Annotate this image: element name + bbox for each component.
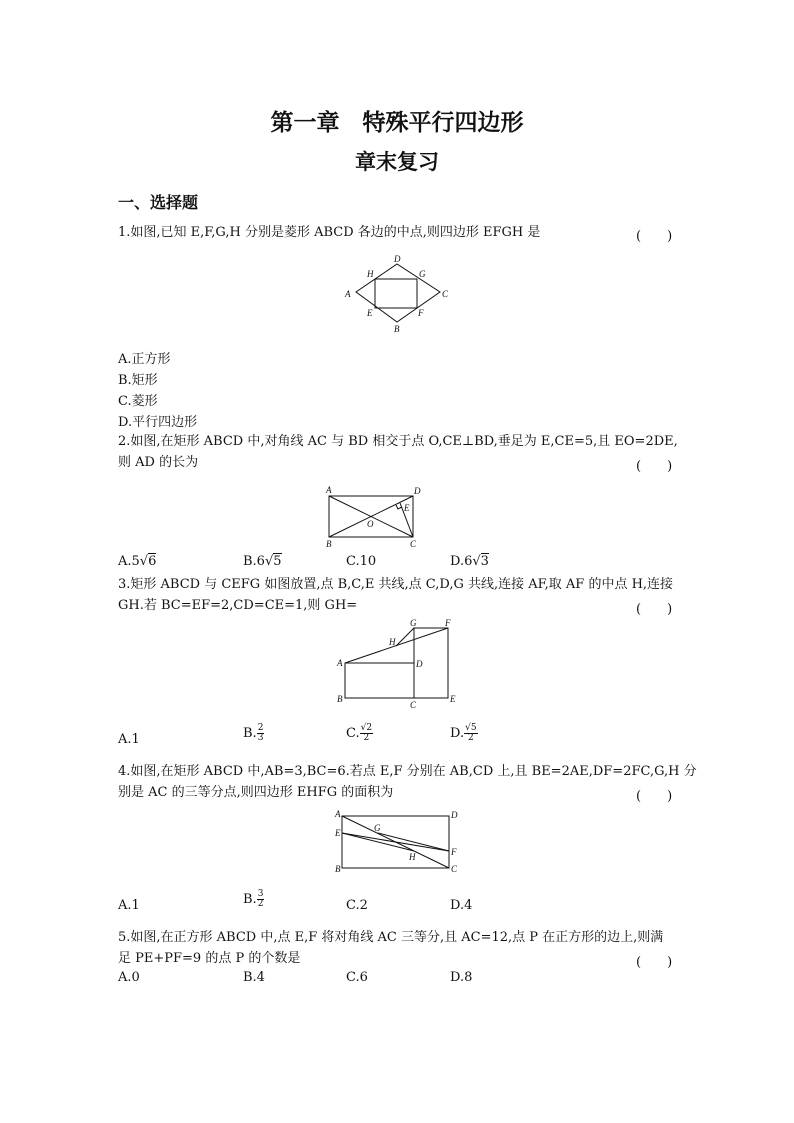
label-e: E	[450, 694, 456, 704]
question-5-option-d[interactable]: D.8	[450, 970, 473, 985]
question-3-text-line1: 3.矩形 ABCD 与 CEFG 如图放置,点 B,C,E 共线,点 C,D,G 共线,连接 AF,取 AF 的中点 H,连接	[118, 577, 674, 592]
label-h: H	[367, 269, 374, 279]
label-d: D	[414, 486, 421, 496]
question-1-option-a[interactable]: A.正方形	[118, 352, 171, 367]
question-3-option-d[interactable]: D. $\frac{√5}{2}$	[450, 723, 477, 743]
question-3-option-a[interactable]: A.1	[118, 732, 140, 747]
question-5-answer-blank[interactable]: ( )	[636, 955, 673, 970]
label-d: D	[451, 810, 458, 820]
question-5-option-a[interactable]: A.0	[118, 970, 140, 985]
segment-gh	[396, 628, 414, 646]
label-a: A	[326, 485, 332, 495]
question-5-text-line1: 5.如图,在正方形 ABCD 中,点 E,F 将对角线 AC 三等分,且 AC=12,点 P 在正方形的边上,则满	[118, 930, 664, 945]
question-3-text-line2: GH.若 BC=EF=2,CD=CE=1,则 GH=	[118, 598, 358, 613]
question-4-option-b[interactable]: B. $\frac{3}{2}$	[243, 889, 264, 909]
question-4-option-c[interactable]: C.2	[346, 898, 368, 913]
question-5-option-b[interactable]: B.4	[243, 970, 265, 985]
rectangle-abcd	[345, 663, 414, 698]
segment-gf	[378, 833, 449, 851]
question-1-option-d[interactable]: D.平行四边形	[118, 415, 198, 430]
label-c: C	[442, 289, 449, 299]
fraction: $\frac{√5}{2}$	[465, 723, 477, 743]
label-a: A	[337, 658, 343, 668]
question-5-option-c[interactable]: C.6	[346, 970, 368, 985]
label-o: O	[367, 519, 374, 529]
question-4-figure	[330, 808, 462, 876]
question-1-answer-blank[interactable]: ( )	[636, 229, 673, 244]
label-e: E	[404, 503, 410, 513]
question-2-text-line1: 2.如图,在矩形 ABCD 中,对角线 AC 与 BD 相交于点 O,CE⊥BD,垂足为 E,CE=5,且 EO=2DE,	[118, 434, 678, 449]
question-2-option-c[interactable]: C.10	[346, 554, 377, 569]
question-2-option-b[interactable]: B.6√5	[243, 554, 282, 569]
label-b: B	[337, 694, 343, 704]
question-3-answer-blank[interactable]: ( )	[636, 602, 673, 617]
question-2-answer-blank[interactable]: ( )	[636, 459, 673, 474]
label-d: D	[394, 254, 401, 264]
label-c: C	[451, 864, 458, 874]
question-4-answer-blank[interactable]: ( )	[636, 789, 673, 804]
segment-ef	[342, 833, 449, 851]
label-e: E	[367, 308, 373, 318]
question-4-option-a[interactable]: A.1	[118, 898, 140, 913]
label-b: B	[394, 324, 400, 334]
label-a: A	[335, 809, 341, 819]
question-4-text-line2: 别是 AC 的三等分点,则四边形 EHFG 的面积为	[118, 785, 394, 800]
label-b: B	[335, 864, 341, 874]
label-c: C	[410, 539, 417, 549]
chapter-title: 第一章 特殊平行四边形	[270, 110, 524, 136]
question-2-option-d[interactable]: D.6√3	[450, 554, 489, 569]
fraction: $\frac{2}{3}$	[257, 723, 264, 743]
section-heading: 一、选择题	[118, 193, 199, 212]
label-c: C	[410, 700, 417, 710]
label-f: F	[445, 618, 451, 628]
label-g: G	[419, 269, 426, 279]
label-e: E	[335, 828, 341, 838]
question-2-option-a[interactable]: A.5√6	[118, 554, 157, 569]
question-3-option-b[interactable]: B. $\frac{2}{3}$	[243, 723, 264, 743]
question-2-text-line2: 则 AD 的长为	[118, 455, 199, 470]
question-2-figure	[320, 484, 430, 550]
question-5-text-line2: 足 PE+PF=9 的点 P 的个数是	[118, 951, 301, 966]
label-g: G	[410, 618, 417, 628]
label-a: A	[345, 289, 351, 299]
label-g: G	[374, 823, 381, 833]
label-d: D	[416, 659, 423, 669]
quad-efgh	[375, 279, 417, 308]
segment-eh	[342, 833, 414, 851]
label-h: H	[389, 637, 396, 647]
question-3-option-c[interactable]: C. $\frac{√2}{2}$	[346, 723, 373, 743]
question-4-text-line1: 4.如图,在矩形 ABCD 中,AB=3,BC=6.若点 E,F 分别在 AB,CD 上,且 BE=2AE,DF=2FC,G,H 分	[118, 764, 697, 779]
question-4-option-d[interactable]: D.4	[450, 898, 473, 913]
label-f: F	[451, 847, 457, 857]
label-h: H	[409, 852, 416, 862]
fraction: $\frac{3}{2}$	[257, 889, 264, 909]
question-3-figure	[333, 616, 463, 710]
fraction: $\frac{√2}{2}$	[360, 723, 373, 743]
question-1-option-b[interactable]: B.矩形	[118, 373, 158, 388]
label-b: B	[326, 539, 332, 549]
section-subtitle: 章末复习	[355, 150, 439, 174]
label-f: F	[418, 308, 424, 318]
question-1-option-c[interactable]: C.菱形	[118, 394, 158, 409]
question-1-figure	[342, 253, 452, 335]
question-1-text: 1.如图,已知 E,F,G,H 分别是菱形 ABCD 各边的中点,则四边形 EFGH 是	[118, 225, 541, 240]
